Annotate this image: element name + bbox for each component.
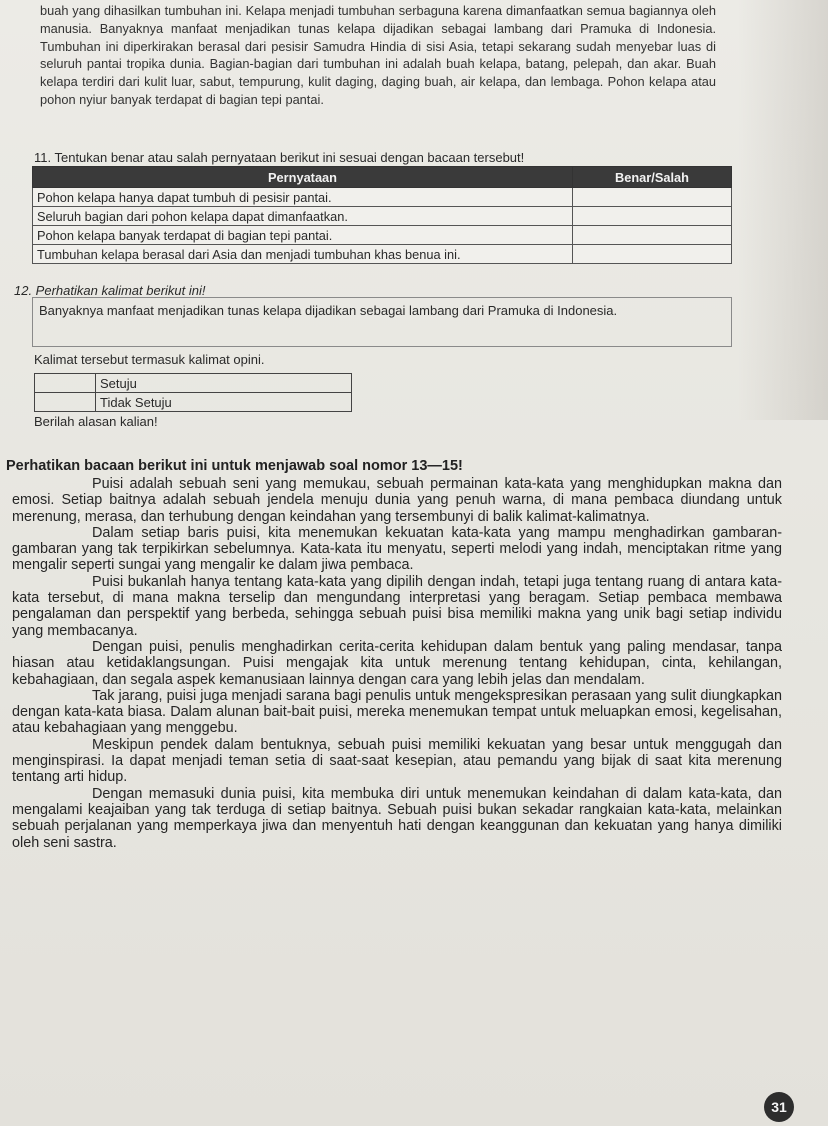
answer-cell[interactable]: [573, 188, 732, 207]
table-row: [33, 245, 732, 264]
reading-paragraph: Dengan puisi, penulis menghadirkan cerita-cerita kehidupan dalam bentuk yang paling mendasar, tanpa hiasan atau ketidaklangsungan. Puisi mengajak kita untuk merenung tentang kehidupan, cinta, kehilangan, kebahagiaan, dan segala aspek kemanusiaan lainnya dengan cara yang lebih jelas dan mendalam.: [12, 638, 782, 688]
reading-passage: [12, 476, 782, 851]
option-label: Tidak Setuju: [96, 393, 352, 412]
option-label: Setuju: [96, 374, 352, 393]
statement-cell: Pohon kelapa banyak terdapat di bagian tepi pantai.: [33, 226, 573, 245]
reading-paragraph: Puisi adalah sebuah seni yang memukau, sebuah permainan kata-kata yang menghidupkan makna dan emosi. Setiap baitnya adalah sebuah jendela menuju dunia yang penuh warna, di mana pembaca diundang untuk merenung, merasa, dan terhubung dengan keindahan yang tersembunyi di balik kalimat-kalimatnya.: [12, 476, 782, 525]
intro-paragraph: buah yang dihasilkan tumbuhan ini. Kelapa menjadi tumbuhan serbaguna karena dimanfaatkan semua bagiannya oleh manusia. Banyaknya manfaat menjadikan tunas kelapa dijadikan sebagai lambang dari Pramuka di Indonesia. Tumbuhan ini diperkirakan berasal dari pesisir Samudra Hindia di sisi Asia, tetapi sekarang sudah menyebar luas di seluruh pantai tropika dunia. Bagian-bagian dari tumbuhan ini adalah buah kelapa, batang, pelepah, dan akar. Buah kelapa terdiri dari kulit luar, sabut, tempurung, kulit daging, daging buah, air kelapa, dan lembaga. Pohon kelapa atau pohon nyiur banyak terdapat di bagian tepi pantai.: [40, 3, 716, 107]
answer-cell[interactable]: [573, 207, 732, 226]
question-12-options: [34, 373, 352, 412]
reading-paragraph: Puisi bukanlah hanya tentang kata-kata yang dipilih dengan indah, tetapi juga tentang ruang di antara kata-kata tersebut, di mana makna terselip dan mengundang interpretasi yang beragam. Setiap pembaca membawa pengalaman dan perspektif yang berbeda, sehingga sebuah puisi bisa memiliki makna yang unik bagi setiap individu yang membacanya.: [12, 573, 782, 639]
question-12-prompt: 12. Perhatikan kalimat berikut ini!: [14, 283, 206, 298]
column-header-answer: Benar/Salah: [573, 167, 732, 188]
question-11-instruction: 11. Tentukan benar atau salah pernyataan berikut ini sesuai dengan bacaan tersebut!: [34, 150, 525, 165]
option-row: [35, 374, 352, 393]
table-row: [33, 207, 732, 226]
option-checkbox-setuju[interactable]: [35, 374, 96, 393]
question-12-statement: Kalimat tersebut termasuk kalimat opini.: [34, 352, 265, 367]
reading-paragraph: Dalam setiap baris puisi, kita menemukan kekuatan kata-kata yang mampu menghadirkan gambaran-gambaran yang tak terpikirkan sebelumnya. Kata-kata itu menyatu, seperti melodi yang indah, menciptakan ritme yang mengalir seperti sungai yang mengalir ke dalam jiwa pembaca.: [12, 524, 782, 574]
option-checkbox-tidak-setuju[interactable]: [35, 393, 96, 412]
reading-paragraph: Dengan memasuki dunia puisi, kita membuka diri untuk menemukan keindahan di dalam kata-kata, dan mengalami keajaiban yang tak terduga di setiap baitnya. Sebuah puisi bukan sekadar rangkaian kata-kata, melainkan sebuah perjalanan yang memperkaya jiwa dan menyentuh hati dengan keanggunan dan kekuatan yang hanya dimiliki oleh seni sastra.: [12, 785, 782, 851]
page-number-badge: 31: [764, 1092, 794, 1122]
table-row: [33, 226, 732, 245]
statement-cell: Pohon kelapa hanya dapat tumbuh di pesisir pantai.: [33, 188, 573, 207]
column-header-statement: Pernyataan: [33, 167, 573, 188]
reading-heading: Perhatikan bacaan berikut ini untuk menjawab soal nomor 13—15!: [6, 458, 463, 474]
question-12-sentence-box: Banyaknya manfaat menjadikan tunas kelapa dijadikan sebagai lambang dari Pramuka di Indonesia.: [32, 297, 732, 347]
option-row: [35, 393, 352, 412]
answer-cell[interactable]: [573, 226, 732, 245]
table-row: [33, 188, 732, 207]
statement-cell: Seluruh bagian dari pohon kelapa dapat dimanfaatkan.: [33, 207, 573, 226]
question-12-reason-prompt: Berilah alasan kalian!: [34, 414, 158, 429]
question-11-table: [32, 166, 732, 264]
answer-cell[interactable]: [573, 245, 732, 264]
page-shadow: [738, 0, 828, 420]
reading-paragraph: Meskipun pendek dalam bentuknya, sebuah puisi memiliki kekuatan yang besar untuk menggugah dan menginspirasi. Ia dapat menjadi teman setia di saat-saat kesepian, atau pemandu yang bijak di saat kita merenung tentang arti hidup.: [12, 736, 782, 786]
reading-paragraph: Tak jarang, puisi juga menjadi sarana bagi penulis untuk mengekspresikan perasaan yang sulit diungkapkan dengan kata-kata biasa. Dalam alunan bait-bait puisi, mereka menemukan tempat untuk meluapkan emosi, kegelisahan, atau kebahagiaan yang menggebu.: [12, 687, 782, 737]
statement-cell: Tumbuhan kelapa berasal dari Asia dan menjadi tumbuhan khas benua ini.: [33, 245, 573, 264]
